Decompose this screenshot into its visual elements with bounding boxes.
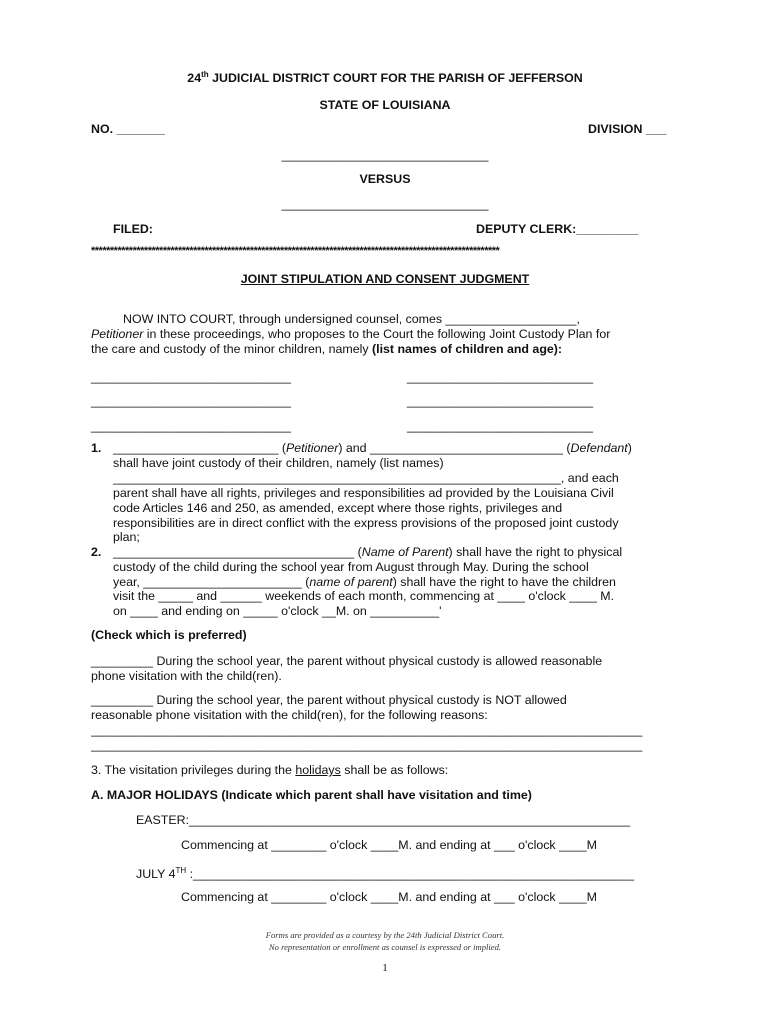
filed-label: FILED:: [113, 222, 153, 236]
division: DIVISION ___: [588, 122, 667, 136]
intro-line-2: Petitioner in these proceedings, who proposes to the Court the following Joint Custody Plan for: [91, 327, 611, 341]
item-1-line-3: _________________________________________________________________, and each: [113, 471, 619, 485]
item-2-number: 2.: [91, 545, 102, 559]
option-2-line-1: _________ During the school year, the parent without physical custody is NOT allowed: [91, 693, 567, 707]
item-2-line-1: ___________________________________ (Name of Parent) shall have the right to physical: [113, 545, 623, 559]
option-2-line-2: reasonable phone visitation with the child(ren), for the following reasons:: [91, 708, 488, 722]
item-2-line-3: year, _______________________ (name of parent) shall have the right to have the children: [113, 575, 616, 589]
reason-line: ________________________________________________________________________________: [91, 723, 643, 737]
item-1-line-2: shall have joint custody of their children, namely (list names): [113, 456, 444, 470]
intro-line-1: NOW INTO COURT, through undersigned counsel, comes ___________________,: [123, 312, 580, 326]
child-blank: _____________________________: [91, 419, 291, 433]
case-number: NO. _______: [91, 122, 165, 136]
july-4th-line: JULY 4TH :________________________________________________________________: [136, 866, 635, 882]
option-1-line-1: _________ During the school year, the parent without physical custody is allowed reasonable: [91, 654, 603, 668]
child-blank: ___________________________: [407, 394, 594, 408]
court-name: 24th JUDICIAL DISTRICT COURT FOR THE PARISH OF JEFFERSON: [187, 70, 583, 86]
july-4th-commencing: Commencing at ________ o'clock ____M. and ending at ___ o'clock ____M: [181, 890, 597, 904]
easter-line: EASTER:________________________________________________________________: [136, 813, 631, 827]
court-ordinal: th: [201, 70, 209, 79]
item-2-line-4: visit the _____ and ______ weekends of each month, commencing at ____ o'clock ____ M.: [113, 589, 615, 603]
item-3-line: 3. The visitation privileges during the holidays shall be as follows:: [91, 763, 449, 777]
child-blank: _____________________________: [91, 370, 291, 384]
separator: ************************************************************************************************************: [91, 245, 500, 257]
item-1-number: 1.: [91, 441, 102, 455]
check-heading: (Check which is preferred): [91, 628, 247, 642]
item-2-line-2: custody of the child during the school year from August through May. During the school: [113, 560, 589, 574]
child-blank: ___________________________: [407, 419, 594, 433]
document-title: JOINT STIPULATION AND CONSENT JUDGMENT: [240, 272, 530, 286]
item-2-line-5: on ____ and ending on _____ o'clock __M. on __________': [113, 604, 442, 618]
footer-disclaimer-1: Forms are provided as a courtesy by the 24th Judicial District Court.: [265, 930, 505, 940]
item-1-line-6: responsibilities are in direct conflict with the express provisions of the proposed joint custody: [113, 516, 619, 530]
state-name: STATE OF LOUISIANA: [319, 98, 451, 112]
major-holidays-heading: A. MAJOR HOLIDAYS (Indicate which parent shall have visitation and time): [91, 788, 532, 802]
versus: VERSUS: [359, 172, 411, 186]
child-blank: ___________________________: [407, 370, 594, 384]
page-number: 1: [382, 962, 388, 974]
item-1-line-5: code Articles 146 and 250, as amended, except where those rights, privileges and: [113, 501, 563, 515]
option-1-line-2: phone visitation with the child(ren).: [91, 669, 282, 683]
child-blank: _____________________________: [91, 394, 291, 408]
deputy-clerk: DEPUTY CLERK:_________: [476, 222, 639, 236]
intro-line-3: the care and custody of the minor children, namely (list names of children and age):: [91, 342, 563, 356]
defendant-line: ______________________________: [281, 197, 489, 211]
footer-disclaimer-2: No representation or enrollment as counsel is expressed or implied.: [268, 942, 502, 952]
item-1-line-7: plan;: [113, 530, 140, 544]
item-1-line-4: parent shall have all rights, privileges and responsibilities ad provided by the Louisiana Civil: [113, 486, 614, 500]
easter-commencing: Commencing at ________ o'clock ____M. and ending at ___ o'clock ____M: [181, 838, 597, 852]
item-1-line-1: ________________________ (Petitioner) and ____________________________ (Defendant): [113, 441, 632, 455]
petitioner-line: ______________________________: [281, 148, 489, 162]
reason-line: ________________________________________________________________________________: [91, 738, 643, 752]
